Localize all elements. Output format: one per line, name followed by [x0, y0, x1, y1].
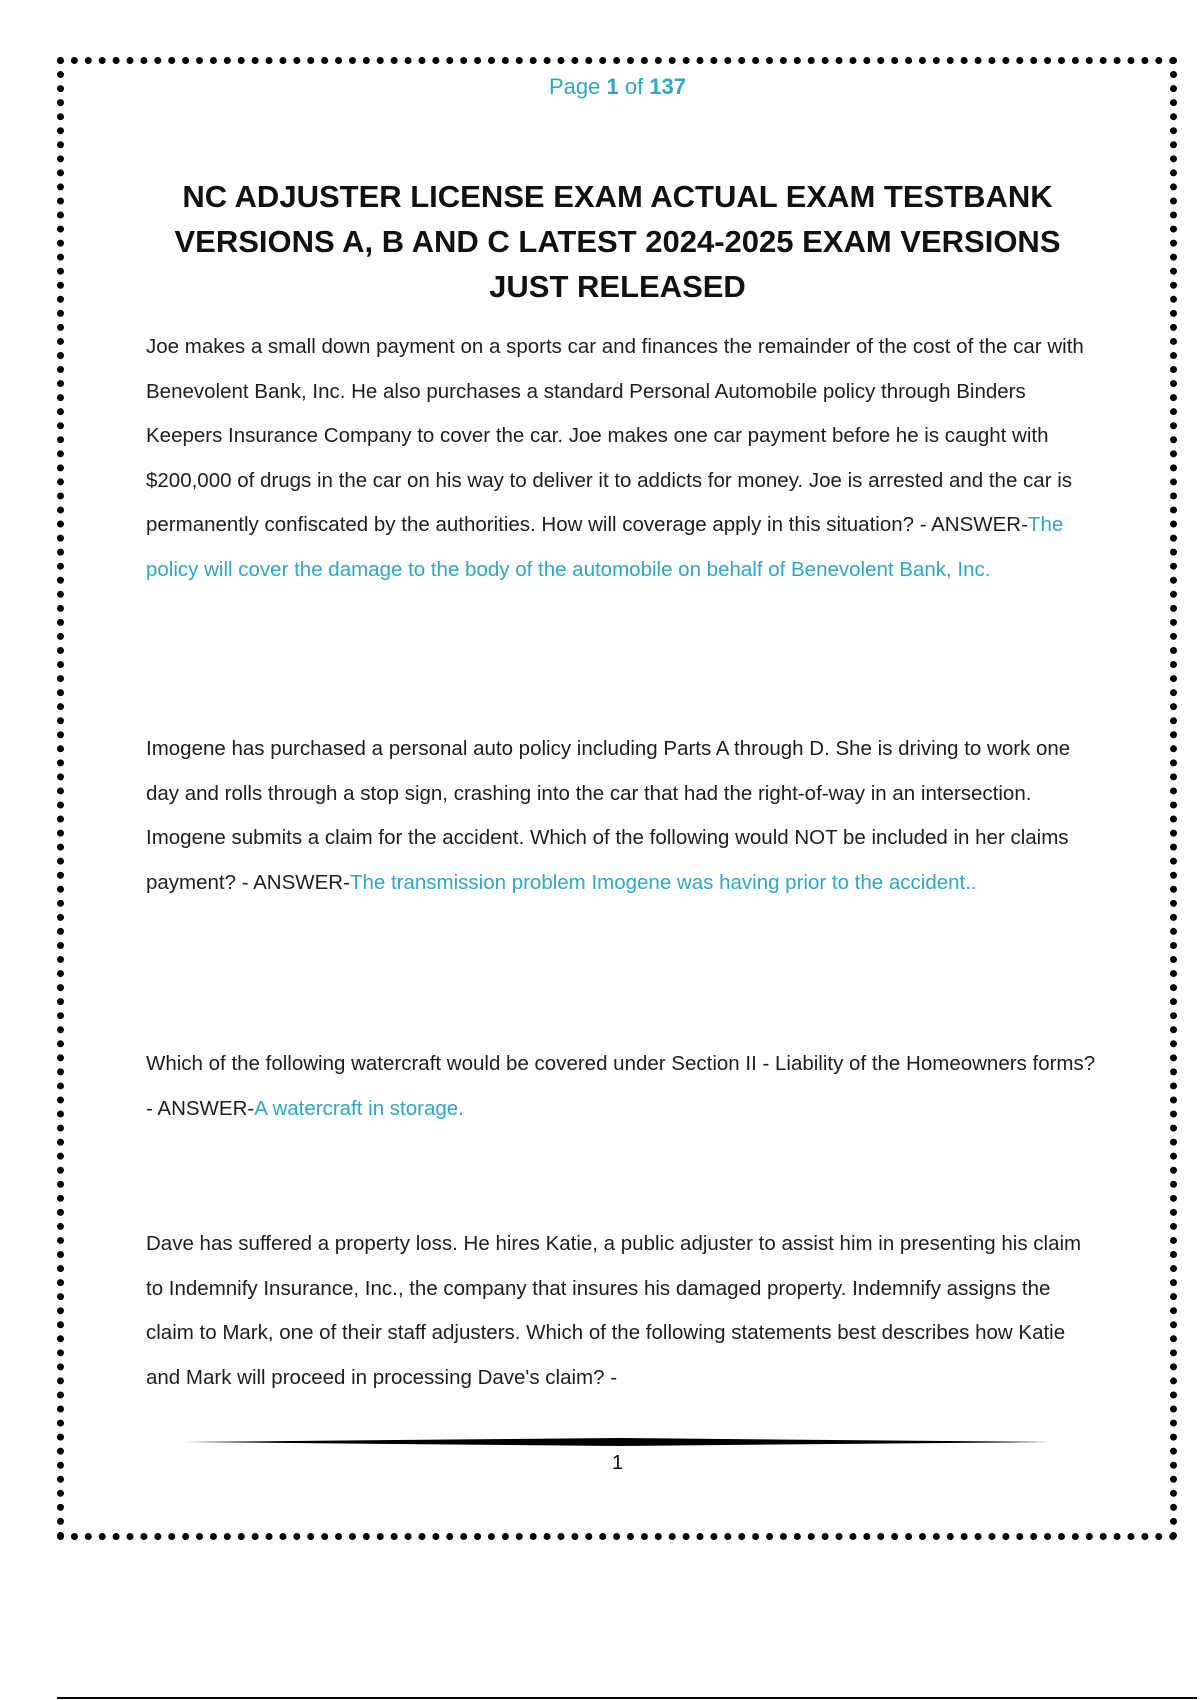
footer-divider [184, 1437, 1052, 1447]
footer-page-number: 1 [611, 1452, 624, 1474]
page-counter-middle: of [618, 74, 650, 99]
question-block-2 [146, 727, 1096, 905]
answer-text-3: A watercraft in storage. [254, 1096, 464, 1120]
total-pages-number: 137 [649, 74, 687, 99]
question-block-1 [146, 325, 1096, 592]
next-page-top-rule [57, 1697, 1197, 1699]
page-counter-prefix: Page [548, 74, 607, 99]
page-counter [0, 74, 1200, 100]
question-text-3: Which of the following watercraft would be covered under Section II - Liability of the Homeowners forms? - ANSWER- [146, 1052, 1096, 1120]
answer-text-2: The transmission problem Imogene was having prior to the accident.. [349, 870, 977, 894]
question-text-2: Imogene has purchased a personal auto policy including Parts A through D. She is driving to work one day and rolls through a stop sign, crashing into the car that had the right-of-way in an intersection. Imogene submits a claim for the accident. Which of the following would NOT be included in her claims payment? - ANSWER- [146, 737, 1071, 894]
question-block-4 [146, 1222, 1096, 1400]
question-text-1: Joe makes a small down payment on a sports car and finances the remainder of the cost of the car with Benevolent Bank, Inc. He also purchases a standard Personal Automobile policy through Binders Keepers Insurance Company to cover the car. Joe makes one car payment before he is caught with $200,000 of drugs in the car on his way to deliver it to addicts for money. Joe is arrested and the car is permanently confiscated by the authorities. How will coverage apply in this situation? - ANSWER- [146, 335, 1084, 536]
current-page-number: 1 [606, 74, 619, 99]
answer-text-1: The policy will cover the damage to the body of the automobile on behalf of Benevolent Bank, Inc. [146, 513, 1064, 581]
document-title: NC ADJUSTER LICENSE EXAM ACTUAL EXAM TESTBANK VERSIONS A, B AND C LATEST 2024-2025 EXAM VERSIONS JUST RELEASED [174, 179, 1061, 304]
question-text-4: Dave has suffered a property loss. He hires Katie, a public adjuster to assist him in presenting his claim to Indemnify Insurance, Inc., the company that insures his damaged property. Indemnify assigns the claim to Mark, one of their staff adjusters. Which of the following statements best describes how Katie and Mark will proceed in processing Dave's claim? - [146, 1232, 1082, 1389]
question-block-3 [146, 1042, 1096, 1131]
